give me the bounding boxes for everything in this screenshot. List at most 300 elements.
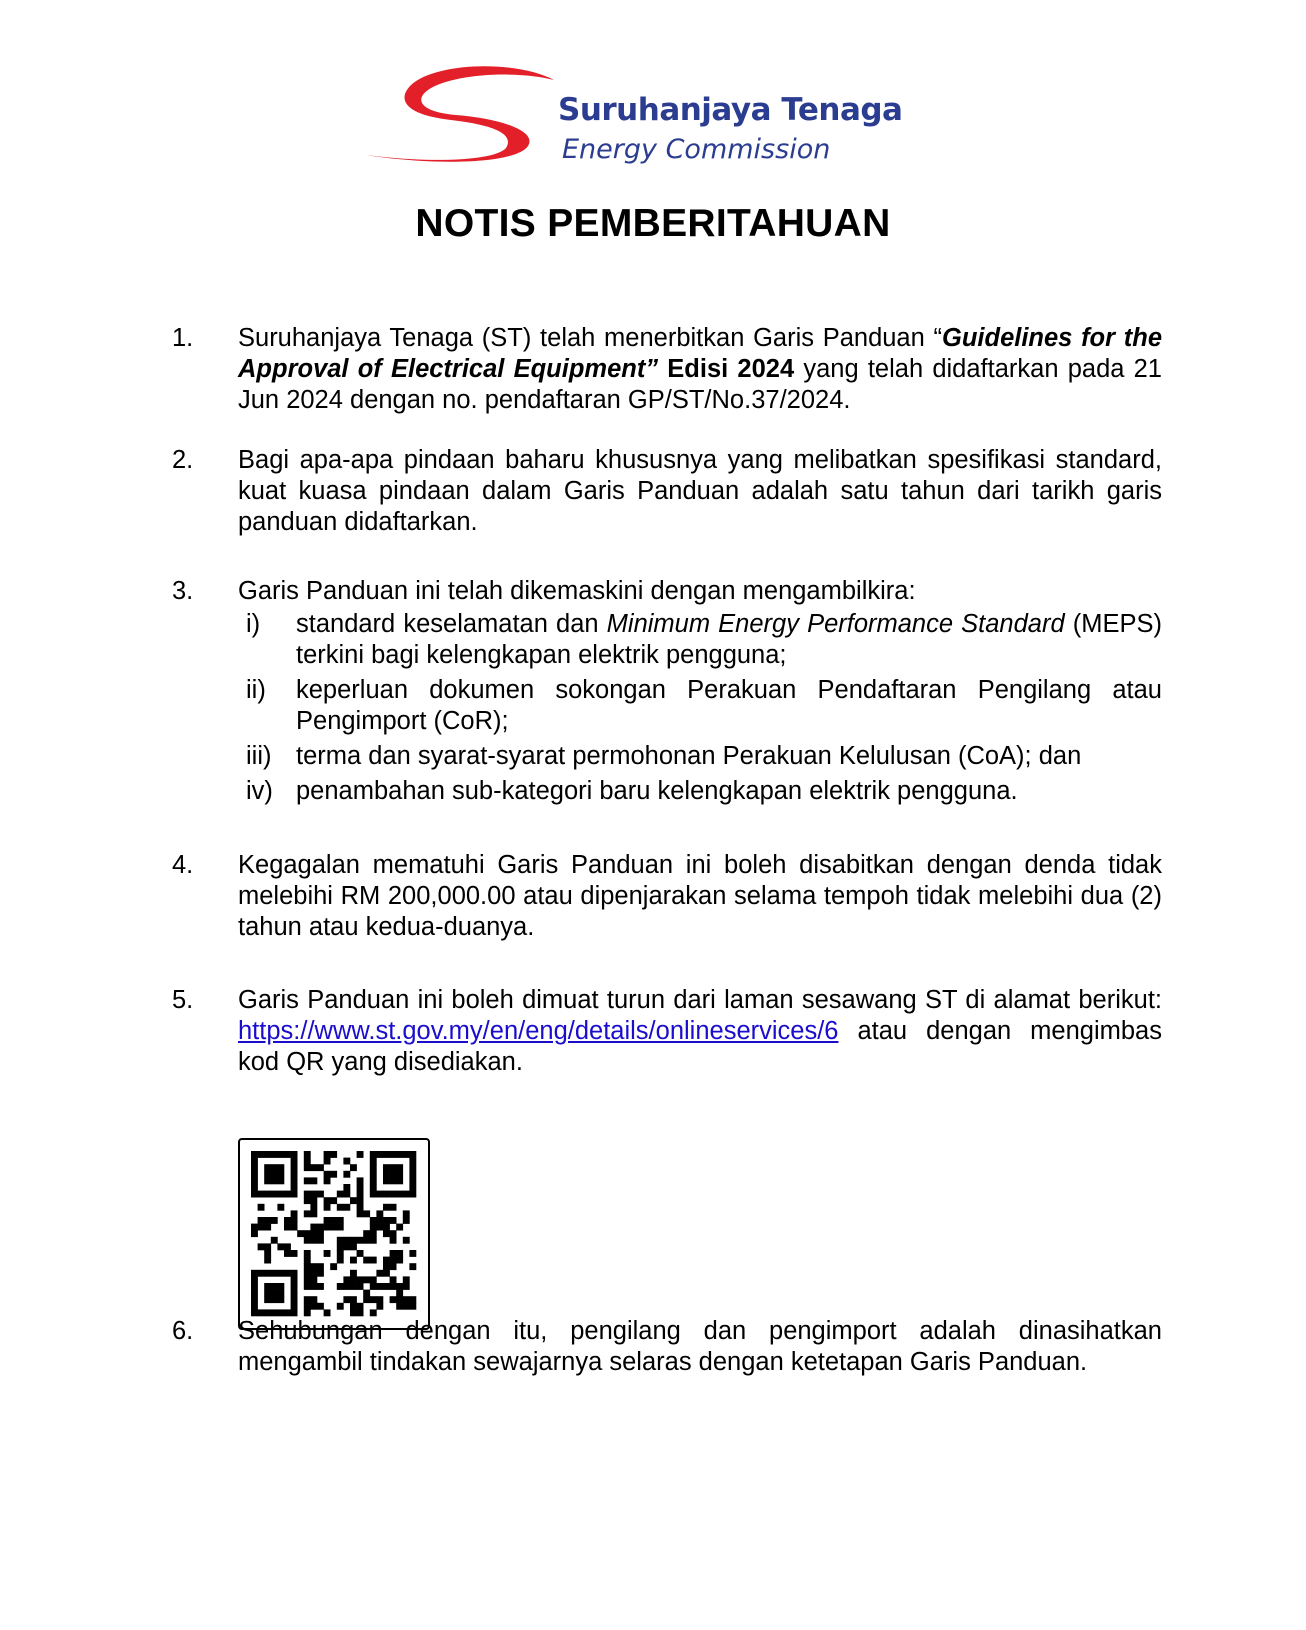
meps-term: Minimum Energy Performance Standard — [606, 610, 1065, 638]
qr-module — [350, 1276, 357, 1283]
qr-module — [324, 1197, 331, 1204]
qr-module — [350, 1270, 357, 1277]
qr-module — [370, 1224, 377, 1231]
notice-item-4 — [172, 850, 1162, 943]
guideline-title: Guidelines for the Approval of Electrical Equipment” — [238, 324, 1163, 383]
qr-module — [264, 1191, 271, 1198]
qr-module — [403, 1303, 410, 1310]
qr-module — [291, 1151, 298, 1158]
qr-module — [264, 1290, 271, 1297]
qr-module — [317, 1224, 324, 1231]
item-text-part: Garis Panduan ini boleh dimuat turun dari laman sesawang ST di alamat berikut: — [238, 986, 1162, 1014]
qr-module — [376, 1303, 383, 1310]
qr-module — [310, 1237, 317, 1244]
qr-module — [304, 1191, 311, 1198]
qr-module — [403, 1237, 410, 1244]
qr-module — [390, 1276, 397, 1283]
qr-module — [310, 1303, 317, 1310]
qr-module — [357, 1237, 364, 1244]
qr-module — [343, 1158, 350, 1165]
qr-module — [304, 1263, 311, 1270]
qr-module — [317, 1164, 324, 1171]
qr-module — [271, 1164, 278, 1171]
qr-module — [277, 1151, 284, 1158]
qr-module — [350, 1257, 357, 1264]
qr-module — [390, 1177, 397, 1184]
item-text — [238, 323, 1162, 416]
item-text: Sehubungan dengan itu, pengilang dan pengimport adalah dinasihatkan mengambil tindakan sewajarnya selaras dengan ketetapan Garis Panduan. — [238, 1317, 1162, 1376]
qr-module — [310, 1197, 317, 1204]
qr-module — [363, 1230, 370, 1237]
qr-module — [277, 1171, 284, 1178]
item-text: Kegagalan mematuhi Garis Panduan ini boleh disabitkan dengan denda tidak melebihi RM 200,000.00 atau dipenjarakan selama tempoh tidak melebihi dua (2) tahun atau kedua-duanya. — [238, 851, 1162, 941]
sub-item-number: ii) — [246, 676, 266, 704]
qr-module — [390, 1250, 397, 1257]
qr-module — [277, 1290, 284, 1297]
qr-module — [357, 1151, 364, 1158]
qr-module — [271, 1191, 278, 1198]
qr-module — [403, 1276, 410, 1283]
qr-module — [396, 1296, 403, 1303]
qr-module — [291, 1210, 298, 1217]
qr-module — [409, 1164, 416, 1171]
qr-module — [357, 1303, 364, 1310]
qr-module — [350, 1237, 357, 1244]
qr-module — [383, 1191, 390, 1198]
qr-module — [370, 1296, 377, 1303]
qr-module — [403, 1210, 410, 1217]
page-title: NOTIS PEMBERITAHUAN — [415, 202, 891, 245]
qr-module — [383, 1151, 390, 1158]
qr-module — [291, 1217, 298, 1224]
qr-module — [337, 1250, 344, 1257]
qr-module — [409, 1263, 416, 1270]
qr-module — [271, 1171, 278, 1178]
qr-module — [251, 1164, 258, 1171]
qr-module — [396, 1283, 403, 1290]
qr-module — [390, 1151, 397, 1158]
qr-module — [396, 1191, 403, 1198]
qr-module — [383, 1204, 390, 1211]
notice-item-6 — [172, 1316, 1162, 1378]
qr-module — [264, 1151, 271, 1158]
qr-module — [390, 1296, 397, 1303]
qr-module — [376, 1296, 383, 1303]
qr-module — [277, 1191, 284, 1198]
qr-module — [330, 1263, 337, 1270]
qr-module — [357, 1197, 364, 1204]
item-text — [238, 985, 1162, 1078]
qr-module — [376, 1217, 383, 1224]
qr-module — [403, 1296, 410, 1303]
qr-module — [264, 1164, 271, 1171]
qr-module — [330, 1217, 337, 1224]
qr-module — [403, 1217, 410, 1224]
qr-module — [337, 1191, 344, 1198]
qr-module — [264, 1296, 271, 1303]
qr-module — [370, 1191, 377, 1198]
qr-module — [337, 1204, 344, 1211]
qr-module — [357, 1204, 364, 1211]
qr-module — [357, 1210, 364, 1217]
qr-module — [284, 1243, 291, 1250]
qr-module — [337, 1217, 344, 1224]
qr-module — [396, 1164, 403, 1171]
item-text: Garis Panduan ini telah dikemaskini dengan mengambilkira: — [238, 577, 916, 605]
qr-module — [363, 1237, 370, 1244]
qr-module — [291, 1224, 298, 1231]
qr-module — [330, 1197, 337, 1204]
sub-item-text-part: standard keselamatan dan — [296, 610, 607, 638]
qr-module — [304, 1257, 311, 1264]
qr-module — [310, 1263, 317, 1270]
qr-module — [390, 1204, 397, 1211]
qr-module — [383, 1224, 390, 1231]
sub-item-2 — [238, 675, 1162, 737]
qr-module — [343, 1237, 350, 1244]
qr-module — [357, 1191, 364, 1198]
qr-module — [251, 1270, 258, 1277]
qr-module — [409, 1158, 416, 1165]
qr-module — [337, 1243, 344, 1250]
qr-module — [251, 1230, 258, 1237]
qr-module — [376, 1191, 383, 1198]
qr-module — [390, 1164, 397, 1171]
qr-module — [291, 1270, 298, 1277]
qr-module — [396, 1177, 403, 1184]
qr-module — [258, 1204, 265, 1211]
qr-module — [271, 1290, 278, 1297]
qr-module — [363, 1257, 370, 1264]
qr-module — [343, 1184, 350, 1191]
qr-module — [376, 1270, 383, 1277]
qr-module — [324, 1204, 331, 1211]
qr-module — [277, 1164, 284, 1171]
qr-module — [304, 1270, 311, 1277]
qr-module — [383, 1230, 390, 1237]
qr-module — [409, 1303, 416, 1310]
qr-module — [271, 1217, 278, 1224]
qr-module — [409, 1184, 416, 1191]
qr-module — [264, 1217, 271, 1224]
qr-module — [258, 1191, 265, 1198]
qr-module — [304, 1237, 311, 1244]
qr-module — [271, 1283, 278, 1290]
qr-module — [291, 1276, 298, 1283]
qr-module — [264, 1257, 271, 1264]
qr-module — [291, 1158, 298, 1165]
qr-module — [271, 1237, 278, 1244]
qr-module — [363, 1276, 370, 1283]
qr-module — [409, 1250, 416, 1257]
qr-module — [396, 1250, 403, 1257]
qr-module — [409, 1151, 416, 1158]
qr-module — [304, 1303, 311, 1310]
qr-module — [390, 1257, 397, 1264]
sub-item-1 — [238, 609, 1162, 671]
sub-item-text — [296, 609, 1162, 671]
qr-module — [324, 1177, 331, 1184]
qr-module — [396, 1171, 403, 1178]
notice-item-2 — [172, 445, 1162, 538]
qr-module — [350, 1243, 357, 1250]
qr-module — [343, 1296, 350, 1303]
logo-subtitle: Energy Commission — [562, 134, 831, 165]
qr-module — [310, 1204, 317, 1211]
qr-module — [284, 1270, 291, 1277]
qr-module — [383, 1283, 390, 1290]
qr-module — [317, 1237, 324, 1244]
energy-commission-logo — [366, 60, 936, 170]
qr-module — [324, 1171, 331, 1178]
qr-module — [376, 1151, 383, 1158]
qr-module — [251, 1191, 258, 1198]
qr-module — [390, 1217, 397, 1224]
qr-module — [297, 1230, 304, 1237]
qr-module — [363, 1296, 370, 1303]
qr-module — [370, 1257, 377, 1264]
notice-item-1 — [172, 323, 1162, 416]
qr-module — [291, 1164, 298, 1171]
qr-module — [383, 1171, 390, 1178]
qr-module — [310, 1270, 317, 1277]
qr-module — [284, 1151, 291, 1158]
qr-module — [390, 1191, 397, 1198]
qr-module — [376, 1224, 383, 1231]
item-text-part: atau dengan mengimbas kod QR yang disediakan. — [238, 1017, 1162, 1076]
qr-module — [370, 1164, 377, 1171]
qr-module — [271, 1270, 278, 1277]
qr-module — [304, 1158, 311, 1165]
qr-module — [304, 1151, 311, 1158]
qr-module — [277, 1270, 284, 1277]
qr-module — [291, 1250, 298, 1257]
sub-item-text: penambahan sub-kategori baru kelengkapan elektrik pengguna. — [296, 777, 1018, 805]
qr-module — [251, 1224, 258, 1231]
qr-module — [304, 1296, 311, 1303]
qr-module — [350, 1197, 357, 1204]
qr-module — [291, 1191, 298, 1198]
sub-item-text: terma dan syarat-syarat permohonan Perakuan Kelulusan (CoA); dan — [296, 742, 1082, 770]
qr-module — [337, 1303, 344, 1310]
item-number: 4. — [172, 851, 194, 879]
qr-module — [376, 1283, 383, 1290]
qr-module — [317, 1283, 324, 1290]
qr-module — [310, 1276, 317, 1283]
qr-module — [370, 1151, 377, 1158]
qr-module — [409, 1191, 416, 1198]
qr-module — [317, 1263, 324, 1270]
qr-module — [317, 1270, 324, 1277]
qr-module — [264, 1177, 271, 1184]
sub-item-number: i) — [246, 610, 261, 638]
qr-code[interactable] — [238, 1138, 430, 1330]
sub-item-text-part: (MEPS) terkini bagi kelengkapan elektrik pengguna; — [296, 610, 1162, 669]
sub-item-number: iv) — [246, 777, 273, 805]
qr-module — [357, 1184, 364, 1191]
qr-module — [317, 1191, 324, 1198]
qr-module — [357, 1276, 364, 1283]
qr-module — [343, 1276, 350, 1283]
qr-module — [409, 1296, 416, 1303]
item-number: 5. — [172, 986, 194, 1014]
qr-module — [304, 1276, 311, 1283]
qr-module — [264, 1224, 271, 1231]
item-number: 3. — [172, 577, 194, 605]
qr-module — [310, 1191, 317, 1198]
qr-module — [403, 1151, 410, 1158]
qr-module — [363, 1210, 370, 1217]
notice-item-5 — [172, 985, 1162, 1078]
item-text-part: yang telah didaftarkan pada 21 Jun 2024 dengan no. pendaftaran GP/ST/No.37/2024. — [238, 355, 1162, 414]
qr-module — [396, 1151, 403, 1158]
qr-module — [291, 1290, 298, 1297]
qr-module — [390, 1263, 397, 1270]
qr-module — [258, 1151, 265, 1158]
item-number: 1. — [172, 324, 194, 352]
qr-module — [390, 1237, 397, 1244]
item-text: Bagi apa-apa pindaan baharu khususnya yang melibatkan spesifikasi standard, kuat kuasa pindaan dalam Garis Panduan adalah satu tahun dari tarikh garis panduan didaftarkan. — [238, 446, 1162, 536]
item-number: 6. — [172, 1317, 194, 1345]
qr-module — [370, 1171, 377, 1178]
item-number: 2. — [172, 446, 194, 474]
qr-module — [330, 1151, 337, 1158]
qr-module — [390, 1230, 397, 1237]
qr-module — [409, 1177, 416, 1184]
qr-module — [277, 1243, 284, 1250]
qr-module — [251, 1151, 258, 1158]
qr-module — [317, 1230, 324, 1237]
qr-module — [304, 1177, 311, 1184]
qr-module — [251, 1303, 258, 1310]
qr-module — [370, 1158, 377, 1165]
qr-module — [304, 1210, 311, 1217]
qr-module — [383, 1270, 390, 1277]
qr-module — [251, 1290, 258, 1297]
qr-module — [396, 1303, 403, 1310]
qr-module — [284, 1250, 291, 1257]
qr-module — [324, 1250, 331, 1257]
qr-module — [310, 1296, 317, 1303]
qr-module — [310, 1224, 317, 1231]
qr-module — [370, 1237, 377, 1244]
logo-name: Suruhanjaya Tenaga — [558, 92, 903, 128]
qr-module — [258, 1217, 265, 1224]
qr-module — [310, 1210, 317, 1217]
qr-module — [258, 1243, 265, 1250]
qr-module — [277, 1296, 284, 1303]
qr-module — [396, 1224, 403, 1231]
qr-module — [350, 1296, 357, 1303]
qr-module — [337, 1224, 344, 1231]
qr-module — [383, 1263, 390, 1270]
qr-module — [304, 1230, 311, 1237]
qr-module — [291, 1184, 298, 1191]
qr-module — [251, 1171, 258, 1178]
qr-module — [304, 1164, 311, 1171]
guidelines-download-link[interactable]: https://www.st.gov.my/en/eng/details/onlineservices/6 — [238, 1017, 839, 1045]
qr-module — [343, 1204, 350, 1211]
qr-module — [337, 1283, 344, 1290]
qr-module — [396, 1290, 403, 1297]
qr-module — [370, 1184, 377, 1191]
qr-module — [324, 1217, 331, 1224]
qr-module — [343, 1191, 350, 1198]
edition-label: Edisi 2024 — [667, 355, 795, 383]
qr-module — [251, 1276, 258, 1283]
qr-module — [409, 1171, 416, 1178]
qr-module — [330, 1224, 337, 1231]
qr-module — [357, 1283, 364, 1290]
qr-module — [291, 1177, 298, 1184]
qr-module — [370, 1230, 377, 1237]
qr-module — [291, 1303, 298, 1310]
qr-module — [376, 1210, 383, 1217]
qr-module — [383, 1164, 390, 1171]
qr-module — [291, 1296, 298, 1303]
qr-module — [343, 1243, 350, 1250]
qr-module — [350, 1164, 357, 1171]
qr-module — [370, 1177, 377, 1184]
qr-module — [357, 1177, 364, 1184]
qr-module — [403, 1283, 410, 1290]
qr-module — [350, 1303, 357, 1310]
qr-module — [277, 1283, 284, 1290]
qr-module — [383, 1177, 390, 1184]
sub-item-text: keperluan dokumen sokongan Perakuan Pendaftaran Pengilang atau Pengimport (CoR); — [296, 676, 1162, 735]
qr-module — [251, 1184, 258, 1191]
sub-item-4 — [238, 776, 1162, 807]
sub-item-3 — [238, 741, 1162, 772]
qr-module — [383, 1217, 390, 1224]
qr-module — [264, 1283, 271, 1290]
qr-module — [264, 1171, 271, 1178]
qr-module — [363, 1290, 370, 1297]
item-text-part: Suruhanjaya Tenaga (ST) telah menerbitkan Garis Panduan “ — [238, 324, 942, 352]
qr-module — [264, 1243, 271, 1250]
qr-module — [330, 1171, 337, 1178]
qr-module — [304, 1250, 311, 1257]
qr-module — [258, 1224, 265, 1231]
logo-swoosh-icon — [366, 60, 566, 170]
qr-module — [271, 1177, 278, 1184]
qr-module — [343, 1171, 350, 1178]
qr-module — [350, 1283, 357, 1290]
qr-module — [304, 1197, 311, 1204]
qr-code-icon — [240, 1140, 428, 1328]
qr-module — [370, 1283, 377, 1290]
qr-module — [277, 1204, 284, 1211]
qr-module — [310, 1283, 317, 1290]
qr-module — [277, 1177, 284, 1184]
qr-module — [370, 1217, 377, 1224]
qr-module — [324, 1224, 331, 1231]
qr-module — [310, 1230, 317, 1237]
qr-module — [310, 1177, 317, 1184]
qr-module — [390, 1283, 397, 1290]
qr-module — [396, 1257, 403, 1264]
qr-module — [317, 1303, 324, 1310]
qr-module — [403, 1191, 410, 1198]
qr-module — [337, 1237, 344, 1244]
qr-module — [258, 1270, 265, 1277]
qr-module — [343, 1283, 350, 1290]
qr-module — [337, 1257, 344, 1264]
qr-module — [370, 1276, 377, 1283]
qr-module — [291, 1171, 298, 1178]
qr-module — [390, 1171, 397, 1178]
qr-module — [383, 1257, 390, 1264]
